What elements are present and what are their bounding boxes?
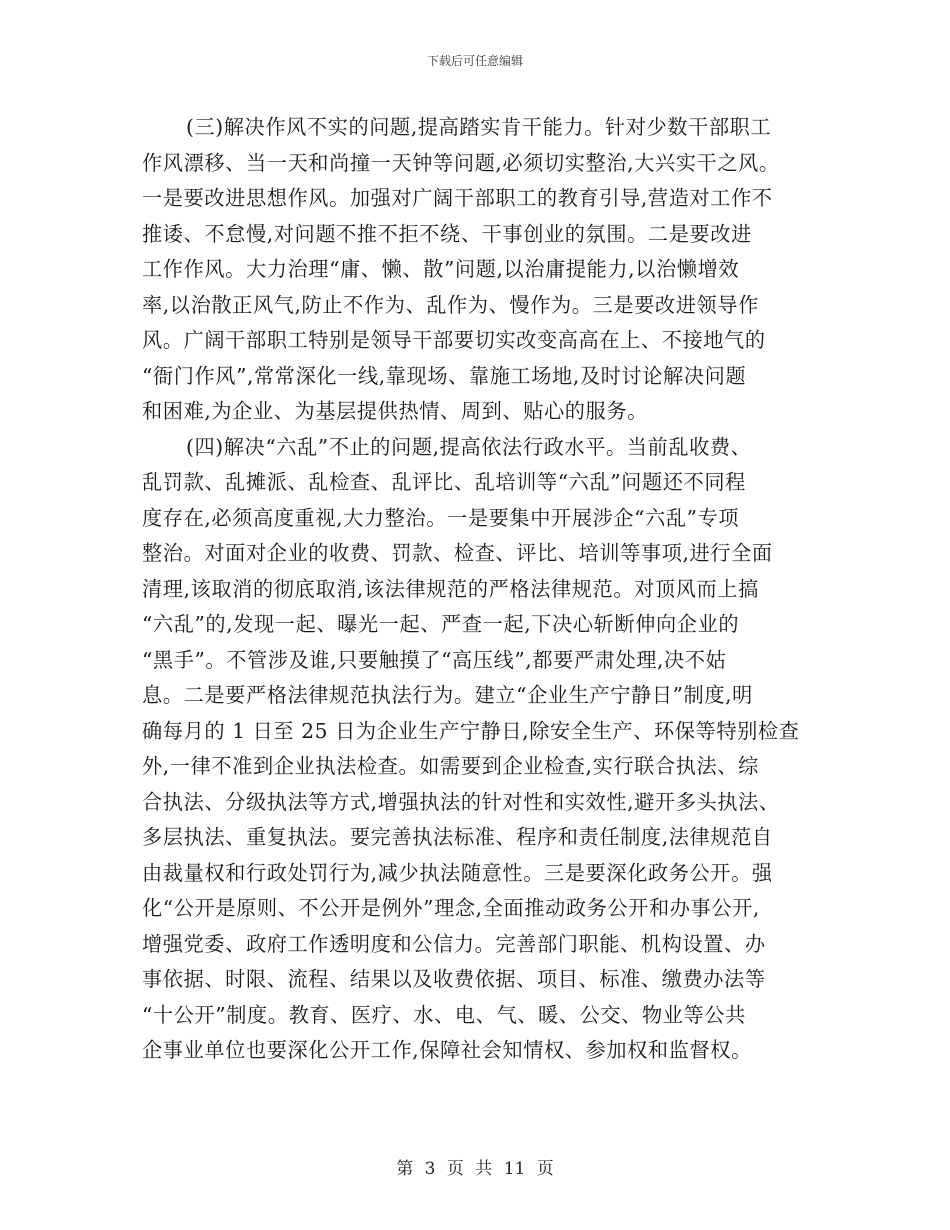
text-line: 乱罚款、乱摊派、乱检查、乱评比、乱培训等“六乱”问题还不同程 [142, 470, 746, 494]
text-line: (三)解决作风不实的问题,提高踏实肯干能力。针对少数干部职工 [186, 115, 772, 139]
text-line: 度存在,必须高度重视,大力整治。一是要集中开展涉企“六乱”专项 [142, 505, 740, 530]
text-line: 外,一律不准到企业执法检查。如需要到企业检查,实行联合执法、综 [142, 754, 759, 778]
text-line: 工作作风。大力治理“庸、懒、散”问题,以治庸提能力,以治懒增效 [142, 257, 740, 281]
text-line: 合执法、分级执法等方式,增强执法的针对性和实效性,避开多头执法、 [142, 789, 780, 814]
text-line: “衙门作风”,常常深化一线,靠现场、靠施工场地,及时讨论解决问题 [142, 363, 747, 388]
paragraph-3 [142, 110, 814, 430]
text-line: 事依据、时限、流程、结果以及收费依据、项目、标准、缴费办法等 [142, 967, 766, 991]
text-line: 作风漂移、当一天和尚撞一天钟等问题,必须切实整治,大兴实干之风。 [142, 150, 780, 175]
text-line: 由裁量权和行政处罚行为,减少执法随意性。三是要深化政务公开。强 [142, 860, 773, 885]
text-line: 企事业单位也要深化公开工作,保障社会知情权、参加权和监督权。 [142, 1038, 752, 1062]
page-number-footer: 第 3 页 共 11 页 [396, 1159, 554, 1179]
text-line: 和困难,为企业、为基层提供热情、周到、贴心的服务。 [142, 399, 648, 423]
text-line: 一是要改进思想作风。加强对广阔干部职工的教育引导,营造对工作不 [142, 186, 773, 210]
text-line: “十公开”制度。教育、医疗、水、电、气、暖、公交、物业等公共 [142, 1002, 746, 1027]
text-line: (四)解决“六乱”不止的问题,提高依法行政水平。当前乱收费、 [186, 434, 752, 459]
document-body [142, 110, 814, 1069]
text-line: “黑手”。不管涉及谁,只要触摸了“高压线”,都要严肃处理,决不姑 [142, 647, 727, 672]
page-header-note: 下载后可任意编辑 [426, 54, 523, 68]
text-line: 多层执法、重复执法。要完善执法标准、程序和责任制度,法律规范自 [142, 825, 773, 849]
text-line: 风。广阔干部职工特别是领导干部要切实改变高高在上、不接地气的 [142, 328, 766, 352]
text-line: 率,以治散正风气,防止不作为、乱作为、慢作为。三是要改进领导作 [142, 292, 759, 317]
text-line: 推诿、不怠慢,对问题不推不拒不绕、干事创业的氛围。二是要改进 [142, 221, 752, 246]
text-line: 化“公开是原则、不公开是例外”理念,全面推动政务公开和办事公开, [142, 896, 760, 920]
text-line: 息。二是要严格法律规范执法行为。建立“企业生产宁静日”制度,明 [142, 683, 753, 707]
text-line: “六乱”的,发现一起、曝光一起、严查一起,下决心斩断伸向企业的 [142, 612, 740, 636]
text-line: 增强党委、政府工作透明度和公信力。完善部门职能、机构设置、办 [142, 931, 766, 956]
text-line: 整治。对面对企业的收费、罚款、检查、评比、培训等事项,进行全面 [142, 541, 773, 565]
paragraph-4 [142, 430, 814, 1069]
text-line: 确每月的 1 日至 25 日为企业生产宁静日,除安全生产、环保等特别检查 [142, 718, 800, 743]
text-line: 清理,该取消的彻底取消,该法律规范的严格法律规范。对顶风而上搞 [142, 576, 759, 601]
